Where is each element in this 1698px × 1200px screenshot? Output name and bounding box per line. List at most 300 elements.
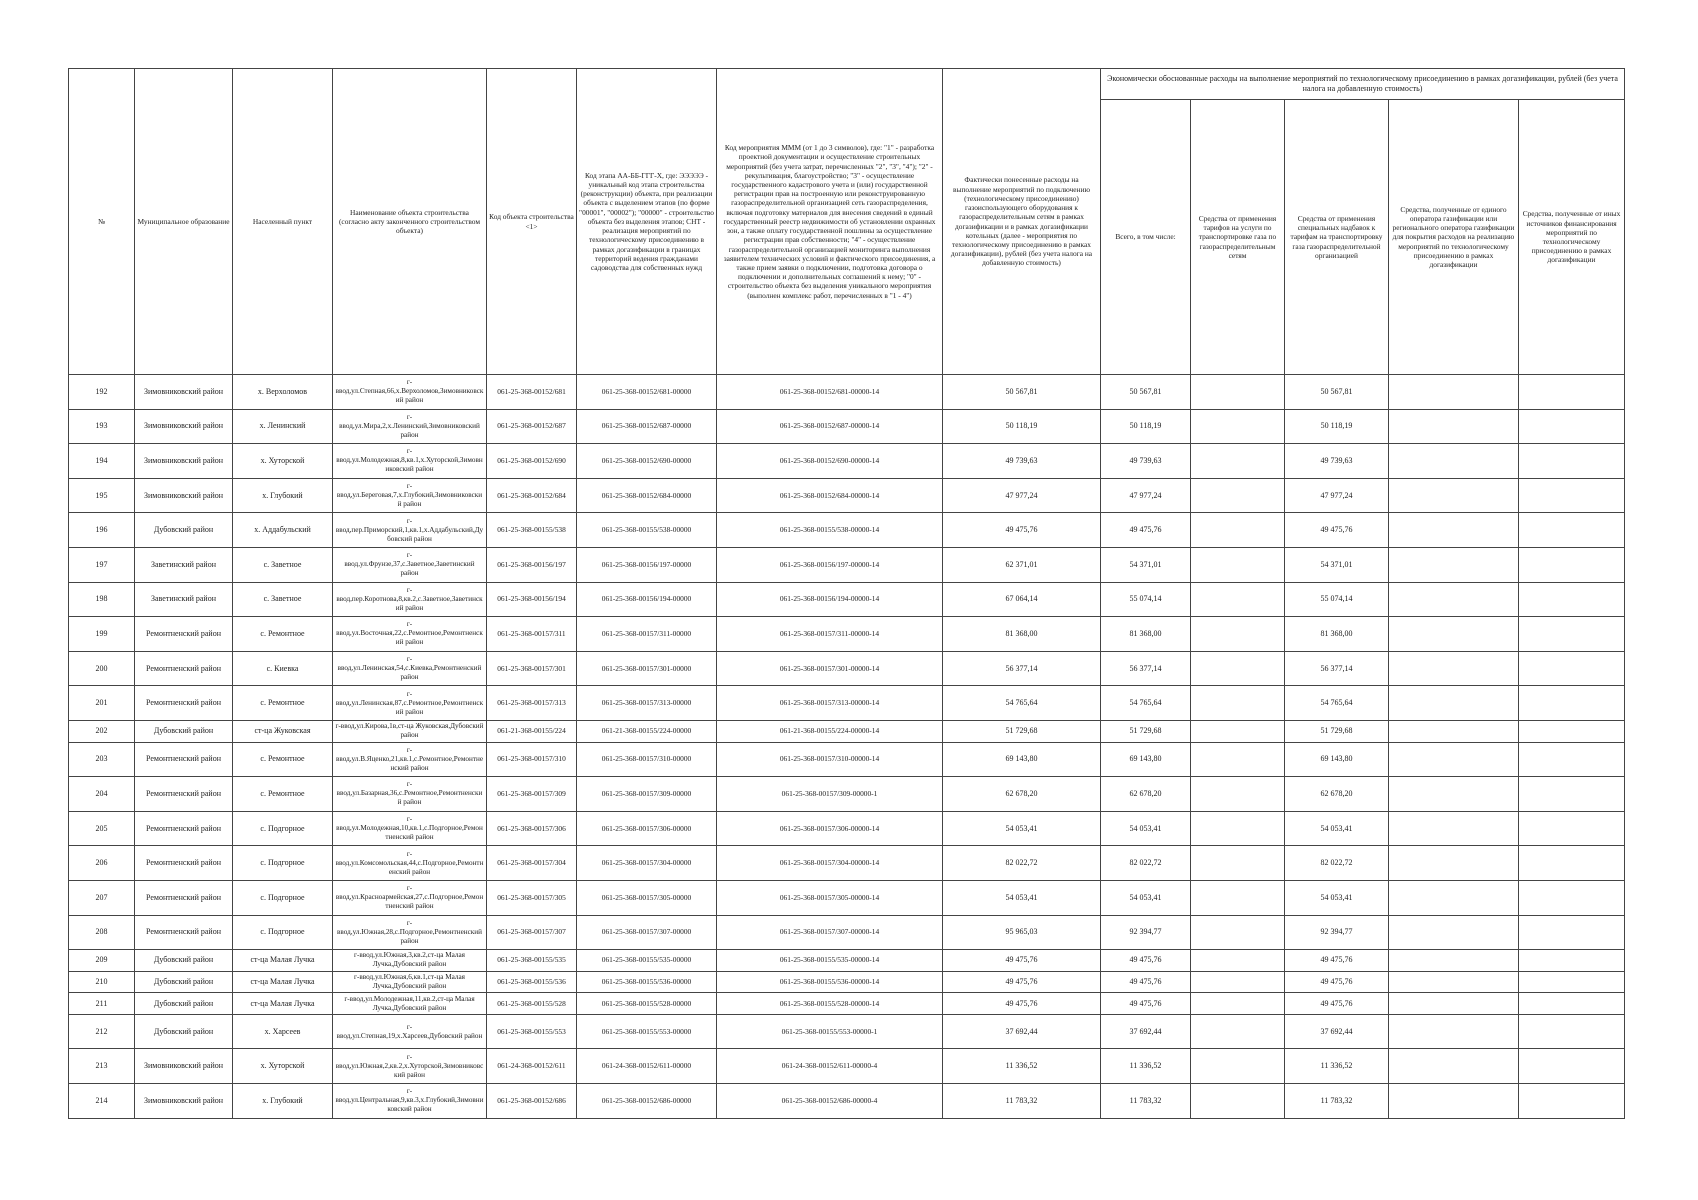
cell-object-code: 061-25-368-00157/306 xyxy=(487,811,577,846)
cell-object-name xyxy=(333,1014,487,1049)
cell-event-code: 061-25-368-00157/311-00000-14 xyxy=(717,617,943,652)
cell-settlement: с. Подгорное xyxy=(233,880,333,915)
cell-event-code: 061-25-368-00152/684-00000-14 xyxy=(717,478,943,513)
object-name-prefix: г- xyxy=(406,918,413,927)
cell-tariff xyxy=(1191,915,1285,950)
cell-num: 205 xyxy=(69,811,135,846)
table-row xyxy=(69,720,1625,742)
cell-surcharge: 49 475,76 xyxy=(1285,993,1389,1015)
cell-other xyxy=(1519,1049,1625,1084)
table-row xyxy=(69,375,1625,410)
cell-surcharge: 49 739,63 xyxy=(1285,444,1389,479)
cell-stage-code: 061-25-368-00157/306-00000 xyxy=(577,811,717,846)
cell-actual-costs: 82 022,72 xyxy=(943,846,1101,881)
cell-event-code: 061-25-368-00157/313-00000-14 xyxy=(717,686,943,721)
cell-settlement: х. Глубокий xyxy=(233,478,333,513)
cell-surcharge: 54 371,01 xyxy=(1285,547,1389,582)
cell-actual-costs: 49 475,76 xyxy=(943,950,1101,972)
cell-total: 49 475,76 xyxy=(1101,513,1191,548)
cell-other xyxy=(1519,950,1625,972)
cell-stage-code: 061-25-368-00157/310-00000 xyxy=(577,742,717,777)
cell-event-code: 061-25-368-00152/690-00000-14 xyxy=(717,444,943,479)
cell-stage-code: 061-25-368-00155/553-00000 xyxy=(577,1014,717,1049)
object-name-text: ввод,ул.Степная,19,х.Харсеев,Дубовский район xyxy=(336,1031,483,1040)
table-row xyxy=(69,1084,1625,1119)
object-name-prefix: г- xyxy=(406,689,413,698)
cell-stage-code: 061-25-368-00157/304-00000 xyxy=(577,846,717,881)
cell-operator xyxy=(1389,686,1519,721)
cell-operator xyxy=(1389,846,1519,881)
cell-tariff xyxy=(1191,686,1285,721)
cell-num: 213 xyxy=(69,1049,135,1084)
cell-operator xyxy=(1389,1014,1519,1049)
cell-total: 50 567,81 xyxy=(1101,375,1191,410)
cell-actual-costs: 67 064,14 xyxy=(943,582,1101,617)
cell-object-code: 061-25-368-00155/538 xyxy=(487,513,577,548)
cell-object-code: 061-25-368-00155/553 xyxy=(487,1014,577,1049)
table-row xyxy=(69,811,1625,846)
cell-municipality: Заветинский район xyxy=(135,547,233,582)
cell-municipality: Ремонтненский район xyxy=(135,777,233,812)
cell-object-name xyxy=(333,993,487,1015)
cell-surcharge: 47 977,24 xyxy=(1285,478,1389,513)
cell-event-code: 061-25-368-00152/681-00000-14 xyxy=(717,375,943,410)
cell-actual-costs: 81 368,00 xyxy=(943,617,1101,652)
cell-surcharge: 49 475,76 xyxy=(1285,950,1389,972)
cell-object-code: 061-25-368-00152/690 xyxy=(487,444,577,479)
cell-actual-costs: 69 143,80 xyxy=(943,742,1101,777)
cell-object-name xyxy=(333,409,487,444)
cell-event-code: 061-25-368-00155/535-00000-14 xyxy=(717,950,943,972)
cell-actual-costs: 50 567,81 xyxy=(943,375,1101,410)
cell-object-code: 061-24-368-00152/611 xyxy=(487,1049,577,1084)
header-settlement: Населенный пункт xyxy=(233,69,333,375)
object-name-text: ввод,пер.Коротнова,8,кв.2,с.Заветное,Заветинский район xyxy=(336,594,483,612)
cell-stage-code: 061-21-368-00155/224-00000 xyxy=(577,720,717,742)
cell-other xyxy=(1519,686,1625,721)
cell-tariff xyxy=(1191,478,1285,513)
cell-object-code: 061-25-368-00157/310 xyxy=(487,742,577,777)
cell-object-name xyxy=(333,720,487,742)
cell-other xyxy=(1519,993,1625,1015)
object-name-prefix: г- xyxy=(406,620,413,629)
cell-surcharge: 49 475,76 xyxy=(1285,513,1389,548)
cell-event-code: 061-25-368-00156/197-00000-14 xyxy=(717,547,943,582)
table-row xyxy=(69,880,1625,915)
table-row xyxy=(69,777,1625,812)
cell-actual-costs: 11 783,32 xyxy=(943,1084,1101,1119)
cell-object-name xyxy=(333,950,487,972)
table-row xyxy=(69,971,1625,993)
object-name-text: ввод,ул.Базарная,36,с.Ремонтное,Ремонтненский район xyxy=(336,789,483,807)
cell-stage-code: 061-25-368-00157/307-00000 xyxy=(577,915,717,950)
cell-municipality: Зимовниковский район xyxy=(135,444,233,479)
table-row xyxy=(69,1049,1625,1084)
object-name-text: ввод,ул.Степная,66,х.Верхоломов,Зимовниковский район xyxy=(335,387,484,405)
cell-municipality: Ремонтненский район xyxy=(135,742,233,777)
cell-stage-code: 061-25-368-00157/305-00000 xyxy=(577,880,717,915)
cell-municipality: Ремонтненский район xyxy=(135,915,233,950)
cell-stage-code: 061-25-368-00155/535-00000 xyxy=(577,950,717,972)
costs-table xyxy=(68,68,1625,1119)
cell-tariff xyxy=(1191,720,1285,742)
cell-operator xyxy=(1389,950,1519,972)
cell-event-code: 061-25-368-00155/538-00000-14 xyxy=(717,513,943,548)
object-name-prefix: г- xyxy=(406,1052,413,1061)
cell-other xyxy=(1519,375,1625,410)
cell-object-name xyxy=(333,811,487,846)
cell-actual-costs: 49 475,76 xyxy=(943,513,1101,548)
cell-operator xyxy=(1389,971,1519,993)
cell-total: 47 977,24 xyxy=(1101,478,1191,513)
cell-actual-costs: 51 729,68 xyxy=(943,720,1101,742)
object-name-prefix: г- xyxy=(406,655,413,664)
header-operator: Средства, полученные от единого оператора газификации или регионального оператора газификации для покрытия расходов на реализацию мероприятий по технологическому присоединению в рамках догазификации xyxy=(1389,100,1519,375)
object-name-text: ввод,ул.Ленинская,87,с.Ремонтное,Ремонтненский район xyxy=(335,698,484,716)
cell-municipality: Зимовниковский район xyxy=(135,375,233,410)
cell-municipality: Ремонтненский район xyxy=(135,846,233,881)
table-row xyxy=(69,742,1625,777)
object-name-text: ввод,ул.Береговая,7,х.Глубокий,Зимовниковский район xyxy=(336,491,483,509)
cell-num: 202 xyxy=(69,720,135,742)
object-name-text: г-ввод,ул.Южная,3,кв.2,ст-ца Малая Лучка,Дубовский район xyxy=(354,951,465,969)
cell-settlement: с. Ремонтное xyxy=(233,742,333,777)
cell-object-name xyxy=(333,513,487,548)
cell-operator xyxy=(1389,993,1519,1015)
cell-settlement: ст-ца Малая Лучка xyxy=(233,971,333,993)
cell-settlement: с. Ремонтное xyxy=(233,686,333,721)
cell-num: 211 xyxy=(69,993,135,1015)
cell-actual-costs: 11 336,52 xyxy=(943,1049,1101,1084)
header-municipality: Муниципальное образование xyxy=(135,69,233,375)
cell-surcharge: 56 377,14 xyxy=(1285,651,1389,686)
cell-other xyxy=(1519,777,1625,812)
object-name-prefix: г- xyxy=(406,482,413,491)
table-row xyxy=(69,617,1625,652)
cell-other xyxy=(1519,880,1625,915)
object-name-prefix: г- xyxy=(406,745,413,754)
cell-surcharge: 54 053,41 xyxy=(1285,880,1389,915)
cell-event-code: 061-25-368-00157/306-00000-14 xyxy=(717,811,943,846)
cell-municipality: Дубовский район xyxy=(135,1014,233,1049)
cell-total: 54 053,41 xyxy=(1101,811,1191,846)
object-name-text: ввод,ул.Мира,2,х.Ленинский,Зимовниковский район xyxy=(339,421,480,439)
object-name-prefix: г- xyxy=(406,780,413,789)
cell-operator xyxy=(1389,617,1519,652)
cell-other xyxy=(1519,444,1625,479)
cell-stage-code: 061-25-368-00152/687-00000 xyxy=(577,409,717,444)
cell-object-name xyxy=(333,1049,487,1084)
header-other: Средства, полученные от иных источников финансирования мероприятий по технологическому присоединению в рамках догазификации xyxy=(1519,100,1625,375)
cell-num: 214 xyxy=(69,1084,135,1119)
cell-event-code: 061-25-368-00155/528-00000-14 xyxy=(717,993,943,1015)
cell-event-code: 061-25-368-00157/305-00000-14 xyxy=(717,880,943,915)
cell-municipality: Ремонтненский район xyxy=(135,811,233,846)
header-group-economic-costs: Экономически обоснованные расходы на выполнение мероприятий по технологическому присоединению в рамках догазификации, рублей (без учета налога на добавленную стоимость) xyxy=(1101,69,1625,100)
cell-municipality: Зимовниковский район xyxy=(135,1049,233,1084)
cell-num: 203 xyxy=(69,742,135,777)
object-name-prefix: г- xyxy=(406,412,413,421)
table-row xyxy=(69,651,1625,686)
cell-stage-code: 061-25-368-00155/538-00000 xyxy=(577,513,717,548)
cell-municipality: Дубовский район xyxy=(135,513,233,548)
cell-total: 56 377,14 xyxy=(1101,651,1191,686)
object-name-text: ввод,ул.Ленинская,54,с.Киевка,Ремонтненский район xyxy=(337,664,482,682)
cell-event-code: 061-25-368-00157/307-00000-14 xyxy=(717,915,943,950)
header-surcharge: Средства от применения специальных надбавок к тарифам на транспортировку газа газораспределительной организацией xyxy=(1285,100,1389,375)
object-name-prefix: г- xyxy=(406,1087,413,1096)
object-name-prefix: г- xyxy=(406,884,413,893)
cell-settlement: х. Верхоломов xyxy=(233,375,333,410)
cell-num: 212 xyxy=(69,1014,135,1049)
cell-object-name xyxy=(333,582,487,617)
cell-actual-costs: 49 475,76 xyxy=(943,971,1101,993)
cell-municipality: Зимовниковский район xyxy=(135,1084,233,1119)
cell-total: 11 783,32 xyxy=(1101,1084,1191,1119)
header-total: Всего, в том числе: xyxy=(1101,100,1191,375)
cell-num: 192 xyxy=(69,375,135,410)
cell-other xyxy=(1519,617,1625,652)
cell-object-name xyxy=(333,846,487,881)
object-name-text: ввод,ул.Фрунзе,37,с.Заветное,Заветинский район xyxy=(344,560,475,578)
cell-tariff xyxy=(1191,444,1285,479)
object-name-prefix: г- xyxy=(406,551,413,560)
cell-num: 196 xyxy=(69,513,135,548)
cell-total: 54 765,64 xyxy=(1101,686,1191,721)
cell-total: 51 729,68 xyxy=(1101,720,1191,742)
cell-tariff xyxy=(1191,993,1285,1015)
cell-event-code: 061-21-368-00155/224-00000-14 xyxy=(717,720,943,742)
cell-num: 204 xyxy=(69,777,135,812)
cell-operator xyxy=(1389,880,1519,915)
cell-operator xyxy=(1389,1049,1519,1084)
cell-surcharge: 50 567,81 xyxy=(1285,375,1389,410)
cell-num: 195 xyxy=(69,478,135,513)
cell-operator xyxy=(1389,513,1519,548)
cell-event-code: 061-25-368-00157/304-00000-14 xyxy=(717,846,943,881)
cell-other xyxy=(1519,742,1625,777)
cell-other xyxy=(1519,720,1625,742)
cell-actual-costs: 62 678,20 xyxy=(943,777,1101,812)
cell-num: 197 xyxy=(69,547,135,582)
table-row xyxy=(69,547,1625,582)
cell-other xyxy=(1519,513,1625,548)
cell-tariff xyxy=(1191,1084,1285,1119)
cell-settlement: с. Заветное xyxy=(233,582,333,617)
cell-total: 50 118,19 xyxy=(1101,409,1191,444)
cell-surcharge: 69 143,80 xyxy=(1285,742,1389,777)
cell-settlement: х. Хуторской xyxy=(233,444,333,479)
cell-actual-costs: 54 053,41 xyxy=(943,880,1101,915)
object-name-prefix: г- xyxy=(406,447,413,456)
cell-stage-code: 061-25-368-00152/690-00000 xyxy=(577,444,717,479)
cell-object-code: 061-21-368-00155/224 xyxy=(487,720,577,742)
cell-actual-costs: 50 118,19 xyxy=(943,409,1101,444)
cell-settlement: с. Киевка xyxy=(233,651,333,686)
cell-event-code: 061-24-368-00152/611-00000-4 xyxy=(717,1049,943,1084)
cell-object-name xyxy=(333,617,487,652)
cell-event-code: 061-25-368-00156/194-00000-14 xyxy=(717,582,943,617)
cell-stage-code: 061-25-368-00156/197-00000 xyxy=(577,547,717,582)
object-name-text: г-ввод,ул.Южная,6,кв.1,ст-ца Малая Лучка,Дубовский район xyxy=(354,972,465,990)
cell-municipality: Заветинский район xyxy=(135,582,233,617)
cell-num: 209 xyxy=(69,950,135,972)
cell-settlement: ст-ца Малая Лучка xyxy=(233,993,333,1015)
cell-other xyxy=(1519,846,1625,881)
cell-object-name xyxy=(333,777,487,812)
cell-total: 54 053,41 xyxy=(1101,880,1191,915)
cell-tariff xyxy=(1191,880,1285,915)
table-body xyxy=(69,375,1625,1119)
cell-total: 55 074,14 xyxy=(1101,582,1191,617)
object-name-text: ввод,ул.Южная,2,кв.2,х.Хуторской,Зимовниковский район xyxy=(335,1061,484,1079)
cell-object-code: 061-25-368-00156/194 xyxy=(487,582,577,617)
object-name-text: ввод,ул.Комсомольская,44,с.Подгорное,Ремонтненский район xyxy=(335,858,484,876)
cell-num: 207 xyxy=(69,880,135,915)
object-name-prefix: г- xyxy=(406,1022,413,1031)
cell-total: 49 475,76 xyxy=(1101,950,1191,972)
cell-num: 193 xyxy=(69,409,135,444)
cell-settlement: х. Хуторской xyxy=(233,1049,333,1084)
cell-total: 11 336,52 xyxy=(1101,1049,1191,1084)
cell-stage-code: 061-24-368-00152/611-00000 xyxy=(577,1049,717,1084)
cell-settlement: с. Подгорное xyxy=(233,811,333,846)
cell-stage-code: 061-25-368-00157/309-00000 xyxy=(577,777,717,812)
cell-settlement: ст-ца Жуковская xyxy=(233,720,333,742)
cell-settlement: с. Ремонтное xyxy=(233,777,333,812)
cell-surcharge: 92 394,77 xyxy=(1285,915,1389,950)
cell-other xyxy=(1519,582,1625,617)
cell-operator xyxy=(1389,720,1519,742)
cell-stage-code: 061-25-368-00155/536-00000 xyxy=(577,971,717,993)
cell-operator xyxy=(1389,1084,1519,1119)
cell-tariff xyxy=(1191,547,1285,582)
cell-stage-code: 061-25-368-00157/311-00000 xyxy=(577,617,717,652)
cell-operator xyxy=(1389,777,1519,812)
cell-object-name xyxy=(333,971,487,993)
cell-event-code: 061-25-368-00155/553-00000-1 xyxy=(717,1014,943,1049)
cell-object-name xyxy=(333,686,487,721)
cell-other xyxy=(1519,915,1625,950)
object-name-text: ввод,ул.В.Яценко,21,кв.1,с.Ремонтное,Ремонтненский район xyxy=(335,754,484,772)
object-name-prefix: г- xyxy=(406,849,413,858)
cell-tariff xyxy=(1191,1049,1285,1084)
table-row xyxy=(69,444,1625,479)
header-event-code: Код мероприятия МММ (от 1 до 3 символов), где: "1" - разработка проектной документации и осуществление строительных мероприятий (без учета затрат, перечисленных "2", "3", "4"); "2" - рекультивация, благоустройство; "3" - осуществление государственного кадастрового учета и (или) государственной регистрации прав на построенную или реконструированную газораспределительной организацией сеть газораспределения, включая подготовку материалов для внесения сведений в единый государственный реестр недвижимости об установлении охранных зон, а также оплату государственной пошлины за осуществление регистрации прав собственности; "4" - осуществление газораспределительной организацией мониторинга выполнения заявителем технических условий и фактического присоединения, а также прием заявки о подключении, подготовка договора о подключении и дополнительных соглашений к нему; "0" - строительство объекта без выделения уникального мероприятия (выполнен комплекс работ, перечисленных в "1 - 4") xyxy=(717,69,943,375)
table-row xyxy=(69,478,1625,513)
object-name-text: ввод,ул.Южная,28,с.Подгорное,Ремонтненский район xyxy=(337,927,482,945)
cell-surcharge: 55 074,14 xyxy=(1285,582,1389,617)
cell-total: 62 678,20 xyxy=(1101,777,1191,812)
cell-stage-code: 061-25-368-00157/313-00000 xyxy=(577,686,717,721)
table-row xyxy=(69,582,1625,617)
cell-object-name xyxy=(333,547,487,582)
cell-stage-code: 061-25-368-00156/194-00000 xyxy=(577,582,717,617)
cell-object-code: 061-25-368-00152/686 xyxy=(487,1084,577,1119)
header-actual-costs: Фактически понесенные расходы на выполнение мероприятий по подключению (технологическому присоединению) газоиспользующего оборудования к газораспределительным сетям в рамках догазификации и в рамках догазификации котельных (далее - мероприятия по технологическому присоединению в рамках догазификации), рублей (без учета налога на добавленную стоимость) xyxy=(943,69,1101,375)
object-name-text: ввод,ул.Молодежная,10,кв.1,с.Подгорное,Ремонтненский район xyxy=(336,824,483,842)
cell-tariff xyxy=(1191,409,1285,444)
cell-event-code: 061-25-368-00157/309-00000-1 xyxy=(717,777,943,812)
cell-object-code: 061-25-368-00155/536 xyxy=(487,971,577,993)
cell-municipality: Ремонтненский район xyxy=(135,651,233,686)
cell-actual-costs: 56 377,14 xyxy=(943,651,1101,686)
cell-total: 92 394,77 xyxy=(1101,915,1191,950)
cell-object-name xyxy=(333,915,487,950)
cell-other xyxy=(1519,547,1625,582)
cell-object-code: 061-25-368-00157/301 xyxy=(487,651,577,686)
cell-total: 81 368,00 xyxy=(1101,617,1191,652)
cell-municipality: Ремонтненский район xyxy=(135,617,233,652)
header-object-code: Код объекта строительства <1> xyxy=(487,69,577,375)
cell-operator xyxy=(1389,444,1519,479)
cell-actual-costs: 54 053,41 xyxy=(943,811,1101,846)
cell-event-code: 061-25-368-00155/536-00000-14 xyxy=(717,971,943,993)
cell-municipality: Зимовниковский район xyxy=(135,478,233,513)
cell-actual-costs: 47 977,24 xyxy=(943,478,1101,513)
cell-object-code: 061-25-368-00155/528 xyxy=(487,993,577,1015)
cell-num: 199 xyxy=(69,617,135,652)
cell-object-code: 061-25-368-00157/309 xyxy=(487,777,577,812)
cell-tariff xyxy=(1191,811,1285,846)
cell-surcharge: 49 475,76 xyxy=(1285,971,1389,993)
header-stage-code: Код этапа АА-ББ-ГГГ-Х, где: ЭЭЭЭЭ - уникальный код этапа строительства (реконструкции) объекта, при реализации объекта с выделением этапов (по форме "00001", "00002"); "00000" - строительство объекта без выделения этапов; СНТ - реализация мероприятий по технологическому присоединению в рамках догазификации в границах территорий ведения гражданами садоводства для собственных нужд xyxy=(577,69,717,375)
cell-object-name xyxy=(333,478,487,513)
cell-stage-code: 061-25-368-00157/301-00000 xyxy=(577,651,717,686)
cell-actual-costs: 49 475,76 xyxy=(943,993,1101,1015)
cell-stage-code: 061-25-368-00152/681-00000 xyxy=(577,375,717,410)
cell-other xyxy=(1519,1084,1625,1119)
table-row xyxy=(69,1014,1625,1049)
cell-municipality: Ремонтненский район xyxy=(135,686,233,721)
header-tariff: Средства от применения тарифов на услуги по транспортировке газа по газораспределительным сетям xyxy=(1191,100,1285,375)
cell-settlement: с. Заветное xyxy=(233,547,333,582)
cell-settlement: ст-ца Малая Лучка xyxy=(233,950,333,972)
table-row xyxy=(69,846,1625,881)
cell-tariff xyxy=(1191,617,1285,652)
cell-other xyxy=(1519,651,1625,686)
table-row xyxy=(69,915,1625,950)
cell-object-name xyxy=(333,880,487,915)
cell-settlement: х. Глубокий xyxy=(233,1084,333,1119)
cell-operator xyxy=(1389,915,1519,950)
cell-tariff xyxy=(1191,651,1285,686)
cell-object-code: 061-25-368-00156/197 xyxy=(487,547,577,582)
cell-surcharge: 81 368,00 xyxy=(1285,617,1389,652)
cell-tariff xyxy=(1191,971,1285,993)
document-sheet xyxy=(68,68,1624,1119)
cell-object-name xyxy=(333,375,487,410)
cell-operator xyxy=(1389,651,1519,686)
cell-surcharge: 54 765,64 xyxy=(1285,686,1389,721)
cell-surcharge: 11 336,52 xyxy=(1285,1049,1389,1084)
cell-object-name xyxy=(333,742,487,777)
cell-other xyxy=(1519,1014,1625,1049)
cell-operator xyxy=(1389,811,1519,846)
object-name-prefix: г- xyxy=(406,378,413,387)
cell-actual-costs: 95 965,03 xyxy=(943,915,1101,950)
cell-surcharge: 54 053,41 xyxy=(1285,811,1389,846)
cell-object-code: 061-25-368-00152/681 xyxy=(487,375,577,410)
cell-operator xyxy=(1389,409,1519,444)
cell-total: 37 692,44 xyxy=(1101,1014,1191,1049)
object-name-text: ввод,ул.Восточная,22,с.Ремонтное,Ремонтненский район xyxy=(336,629,483,647)
cell-settlement: х. Ленинский xyxy=(233,409,333,444)
cell-other xyxy=(1519,409,1625,444)
cell-surcharge: 11 783,32 xyxy=(1285,1084,1389,1119)
object-name-text: г-ввод,ул.Кирова,1в,ст-ца Жуковская,Дубовский район xyxy=(335,722,484,740)
table-row xyxy=(69,686,1625,721)
